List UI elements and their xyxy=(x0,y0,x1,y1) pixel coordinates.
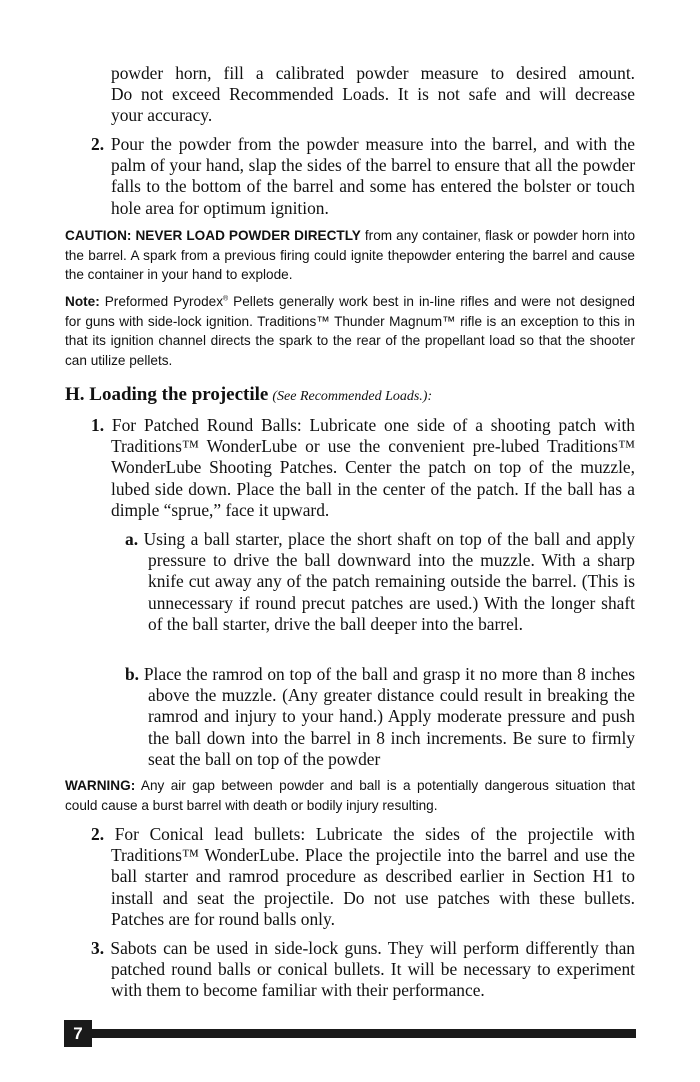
substep-letter: a. xyxy=(125,529,139,549)
page-number: 7 xyxy=(64,1020,92,1047)
substep-text: Place the ramrod on top of the ball and grasp it no more than 8 inches above the muzzle. (Any greater distance could result in breaking the ramrod and injury to your hand.) Apply moderate pressure and push the ball down into the barrel in 8 inch increments. Be sure to firmly seat the ball on top of the powder xyxy=(143,664,636,769)
intro-line: powder horn, fill a calibrated powder measure to desired amount. xyxy=(111,63,635,83)
caution-text: from any container, flask or powder horn into the barrel. A spark from a previous firing could ignite thepowder entering the barrel and cause the container in your hand to explode. xyxy=(65,228,635,282)
section-subtitle: (See Recommended Loads.): xyxy=(272,389,433,404)
intro-paragraph xyxy=(111,63,635,127)
intro-line: Do not exceed Recommended Loads. It is not safe and will decrease xyxy=(111,84,635,105)
caution-note xyxy=(65,226,635,285)
substep-text: Using a ball starter, place the short shaft on top of the ball and apply pressure to drive the ball downward into the muzzle. With a sharp knife cut away any of the patch remaining outside the barrel. (This is unnecessary if round precut patches are used.) With the longer shaft of the ball starter, drive the ball deeper into the barrel. xyxy=(143,529,635,634)
section-title: H. Loading the projectile xyxy=(65,384,269,405)
note-label: Note: xyxy=(65,294,100,309)
warning-label: WARNING: xyxy=(65,778,136,793)
step-text: Pour the powder from the powder measure into the barrel, and with the palm of your hand, slap the sides of the barrel to ensure that all the powder falls to the bottom of the barrel and some has entered the bolster or touch hole area for optimum ignition. xyxy=(110,134,635,218)
note-text: Preformed Pyrodex xyxy=(99,294,224,309)
note-text-cont: Pellets generally work best in in-line rifles and were not designed for guns with side-lock ignition. Traditions™ Thunder Magnum™ rifle is an exception to this in that its ignition channel directs the spark to the rear of the propellant load so that the shooter can utilize pellets. xyxy=(65,294,635,368)
step-text: For Patched Round Balls: Lubricate one side of a shooting patch with Traditions™ WonderLube or use the convenient pre-lubed Traditions™ WonderLube Shooting Patches. Center the patch on top of the muzzle, lubed side down. Place the ball in the center of the patch. If the ball has a dimple “sprue,” face it upward. xyxy=(111,415,635,520)
warning-text: Any air gap between powder and ball is a potentially dangerous situation that could cause a burst barrel with death or bodily injury resulting. xyxy=(65,778,635,813)
intro-line: your accuracy. xyxy=(111,105,213,126)
step-h2 xyxy=(91,824,635,930)
pellet-note xyxy=(65,292,635,370)
step-number: 3. xyxy=(91,938,105,958)
step-number: 1. xyxy=(91,415,105,435)
warning-note xyxy=(65,776,635,815)
registered-mark: ® xyxy=(223,295,229,303)
step-h1a xyxy=(125,529,635,635)
step-h1 xyxy=(91,415,635,521)
caution-label: CAUTION: NEVER LOAD POWDER DIRECTLY xyxy=(65,228,361,243)
step-h3 xyxy=(91,938,635,1002)
step-text: Sabots can be used in side-lock guns. They will perform differently than patched round balls or conical bullets. It will be necessary to experiment with them to become familiar with their performance. xyxy=(110,938,635,1001)
step-text: For Conical lead bullets: Lubricate the sides of the projectile with Traditions™ WonderLube. Place the projectile into the barrel and use the ball starter and ramrod procedure as described earlier in Section H1 to install and seat the projectile. Do not use patches with these bullets. Patches are for round balls only. xyxy=(111,824,635,929)
step-number: 2. xyxy=(91,824,105,844)
section-h-heading xyxy=(65,384,635,406)
step-g2 xyxy=(91,134,635,219)
footer-rule xyxy=(64,1029,636,1038)
step-number: 2. xyxy=(91,134,105,154)
step-h1b xyxy=(125,664,635,770)
substep-letter: b. xyxy=(125,664,140,684)
